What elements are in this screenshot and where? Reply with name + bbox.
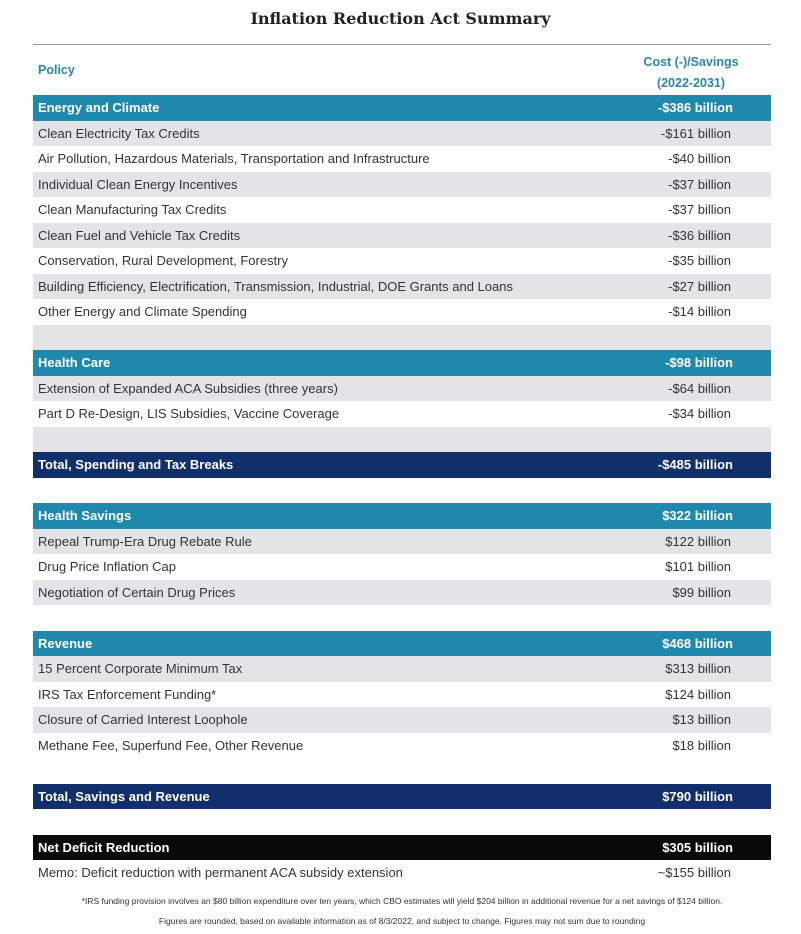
row-value: -$37 billion bbox=[668, 176, 731, 192]
row-label: Health Savings bbox=[38, 508, 132, 523]
row-value: -$37 billion bbox=[668, 202, 731, 217]
row-value: $122 billion bbox=[665, 533, 731, 549]
row-label: Energy and Climate bbox=[38, 100, 160, 115]
table-spacer-row bbox=[33, 427, 771, 453]
table-spacer-row bbox=[33, 809, 771, 835]
table-row bbox=[33, 554, 771, 580]
row-value: $124 billion bbox=[665, 686, 731, 702]
row-label: Clean Fuel and Vehicle Tax Credits bbox=[38, 227, 241, 243]
row-value: $18 billion bbox=[672, 737, 731, 753]
row-value: $468 billion bbox=[662, 635, 733, 651]
table-row bbox=[33, 656, 771, 682]
table-row bbox=[33, 707, 771, 733]
table-row bbox=[33, 299, 771, 325]
table-row bbox=[33, 197, 771, 223]
row-value: ~$155 billion bbox=[657, 865, 731, 880]
footnote-rounding: Figures are rounded, based on available information as of 8/3/2022, and subject to change. Figures may not sum due to rounding bbox=[158, 916, 646, 926]
row-label: Revenue bbox=[38, 635, 93, 651]
cost-header-line1: Cost (-)/Savings bbox=[643, 55, 739, 69]
table-row bbox=[33, 682, 771, 708]
row-value: $101 billion bbox=[665, 559, 731, 574]
table-row bbox=[33, 248, 771, 274]
row-value: $790 billion bbox=[662, 788, 733, 804]
table-row bbox=[33, 580, 771, 606]
row-value: -$64 billion bbox=[668, 380, 731, 396]
row-label: Drug Price Inflation Cap bbox=[38, 559, 177, 574]
table-spacer-row bbox=[33, 758, 771, 784]
row-value: -$386 billion bbox=[657, 100, 733, 115]
row-label: Health Care bbox=[38, 355, 111, 370]
row-label: Extension of Expanded ACA Subsidies (three years) bbox=[38, 380, 338, 396]
section-header-row bbox=[33, 503, 771, 529]
row-label: Total, Spending and Tax Breaks bbox=[38, 457, 234, 472]
table-row bbox=[33, 401, 771, 427]
row-label: Net Deficit Reduction bbox=[38, 839, 170, 855]
row-value: -$485 billion bbox=[657, 457, 733, 472]
cost-column-header bbox=[631, 52, 751, 94]
row-value: -$14 billion bbox=[668, 304, 731, 319]
table-row bbox=[33, 529, 771, 555]
net-row bbox=[33, 835, 771, 861]
table-row bbox=[33, 223, 771, 249]
table-header bbox=[33, 46, 771, 94]
table-row bbox=[33, 121, 771, 147]
summary-table bbox=[33, 95, 771, 886]
row-label: Part D Re-Design, LIS Subsidies, Vaccine Coverage bbox=[38, 406, 340, 421]
section-header-row bbox=[33, 631, 771, 657]
table-spacer-row bbox=[33, 325, 771, 351]
row-label: IRS Tax Enforcement Funding* bbox=[38, 686, 217, 702]
row-label: Other Energy and Climate Spending bbox=[38, 304, 247, 319]
row-value: $305 billion bbox=[662, 839, 733, 855]
row-value: -$36 billion bbox=[668, 227, 731, 243]
table-row bbox=[33, 274, 771, 300]
row-value: -$40 billion bbox=[668, 151, 731, 166]
row-value: -$35 billion bbox=[668, 253, 731, 268]
row-label: Negotiation of Certain Drug Prices bbox=[38, 584, 236, 600]
table-row bbox=[33, 376, 771, 402]
total-row bbox=[33, 452, 771, 478]
section-header-row bbox=[33, 95, 771, 121]
row-label: Air Pollution, Hazardous Materials, Transportation and Infrastructure bbox=[38, 151, 430, 166]
row-value: -$98 billion bbox=[665, 355, 733, 370]
row-label: Repeal Trump-Era Drug Rebate Rule bbox=[38, 533, 252, 549]
row-value: $322 billion bbox=[662, 508, 733, 523]
row-label: Memo: Deficit reduction with permanent ACA subsidy extension bbox=[38, 865, 403, 880]
row-value: $99 billion bbox=[672, 584, 731, 600]
row-label: Total, Savings and Revenue bbox=[38, 788, 210, 804]
row-label: 15 Percent Corporate Minimum Tax bbox=[38, 661, 243, 676]
table-row bbox=[33, 733, 771, 759]
top-divider bbox=[33, 44, 771, 45]
row-label: Clean Manufacturing Tax Credits bbox=[38, 202, 227, 217]
row-label: Conservation, Rural Development, Forestry bbox=[38, 253, 288, 268]
row-label: Individual Clean Energy Incentives bbox=[38, 176, 238, 192]
table-row bbox=[33, 172, 771, 198]
table-spacer-row bbox=[33, 478, 771, 504]
section-header-row bbox=[33, 350, 771, 376]
page-title: Inflation Reduction Act Summary bbox=[250, 9, 551, 28]
row-value: $313 billion bbox=[665, 661, 731, 676]
row-value: $13 billion bbox=[672, 712, 731, 727]
row-value: -$27 billion bbox=[668, 278, 731, 294]
table-row bbox=[33, 860, 771, 886]
table-row bbox=[33, 146, 771, 172]
policy-column-header: Policy bbox=[38, 63, 75, 77]
row-value: -$34 billion bbox=[668, 406, 731, 421]
row-label: Methane Fee, Superfund Fee, Other Revenue bbox=[38, 737, 304, 753]
table-spacer-row bbox=[33, 605, 771, 631]
row-value: -$161 billion bbox=[660, 125, 731, 141]
footnote-irs: *IRS funding provision involves an $80 billion expenditure over ten years, which CBO estimates will yield $204 billion in additional revenue for a net savings of $124 billion. bbox=[81, 896, 723, 906]
row-label: Building Efficiency, Electrification, Transmission, Industrial, DOE Grants and Loans bbox=[38, 278, 513, 294]
cost-header-line2: (2022-2031) bbox=[656, 76, 726, 90]
row-label: Closure of Carried Interest Loophole bbox=[38, 712, 248, 727]
row-label: Clean Electricity Tax Credits bbox=[38, 125, 200, 141]
total-row bbox=[33, 784, 771, 810]
